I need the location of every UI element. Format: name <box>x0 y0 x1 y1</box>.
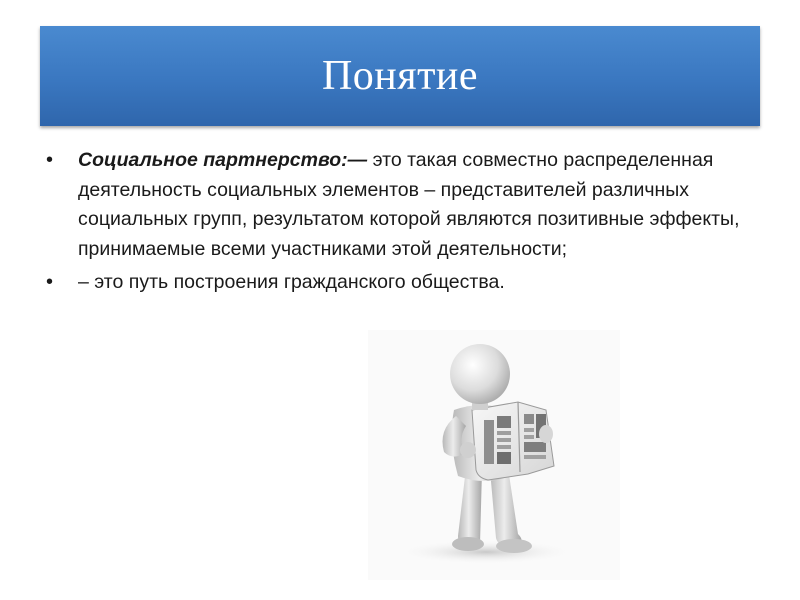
bullet-item-definition <box>46 146 746 264</box>
bullet-list <box>46 146 746 298</box>
title-bar <box>40 26 760 126</box>
bullet-marker: • <box>46 149 54 171</box>
bullet-marker: • <box>46 271 54 293</box>
bullet-text: – это путь построения гражданского общества. <box>78 271 505 293</box>
person-reading-newspaper-icon <box>368 330 620 580</box>
definition-text: это такая совместно распределенная деятельность социальных элементов – представителей различных социальных групп, результатом которой являются позитивные эффекты, принимаемые всеми участниками этой деятельности; <box>78 149 740 260</box>
definition-term: Социальное партнерство:— <box>78 149 368 171</box>
bullet-item-civil-society <box>46 268 746 298</box>
slide-title: Понятие <box>321 53 479 99</box>
